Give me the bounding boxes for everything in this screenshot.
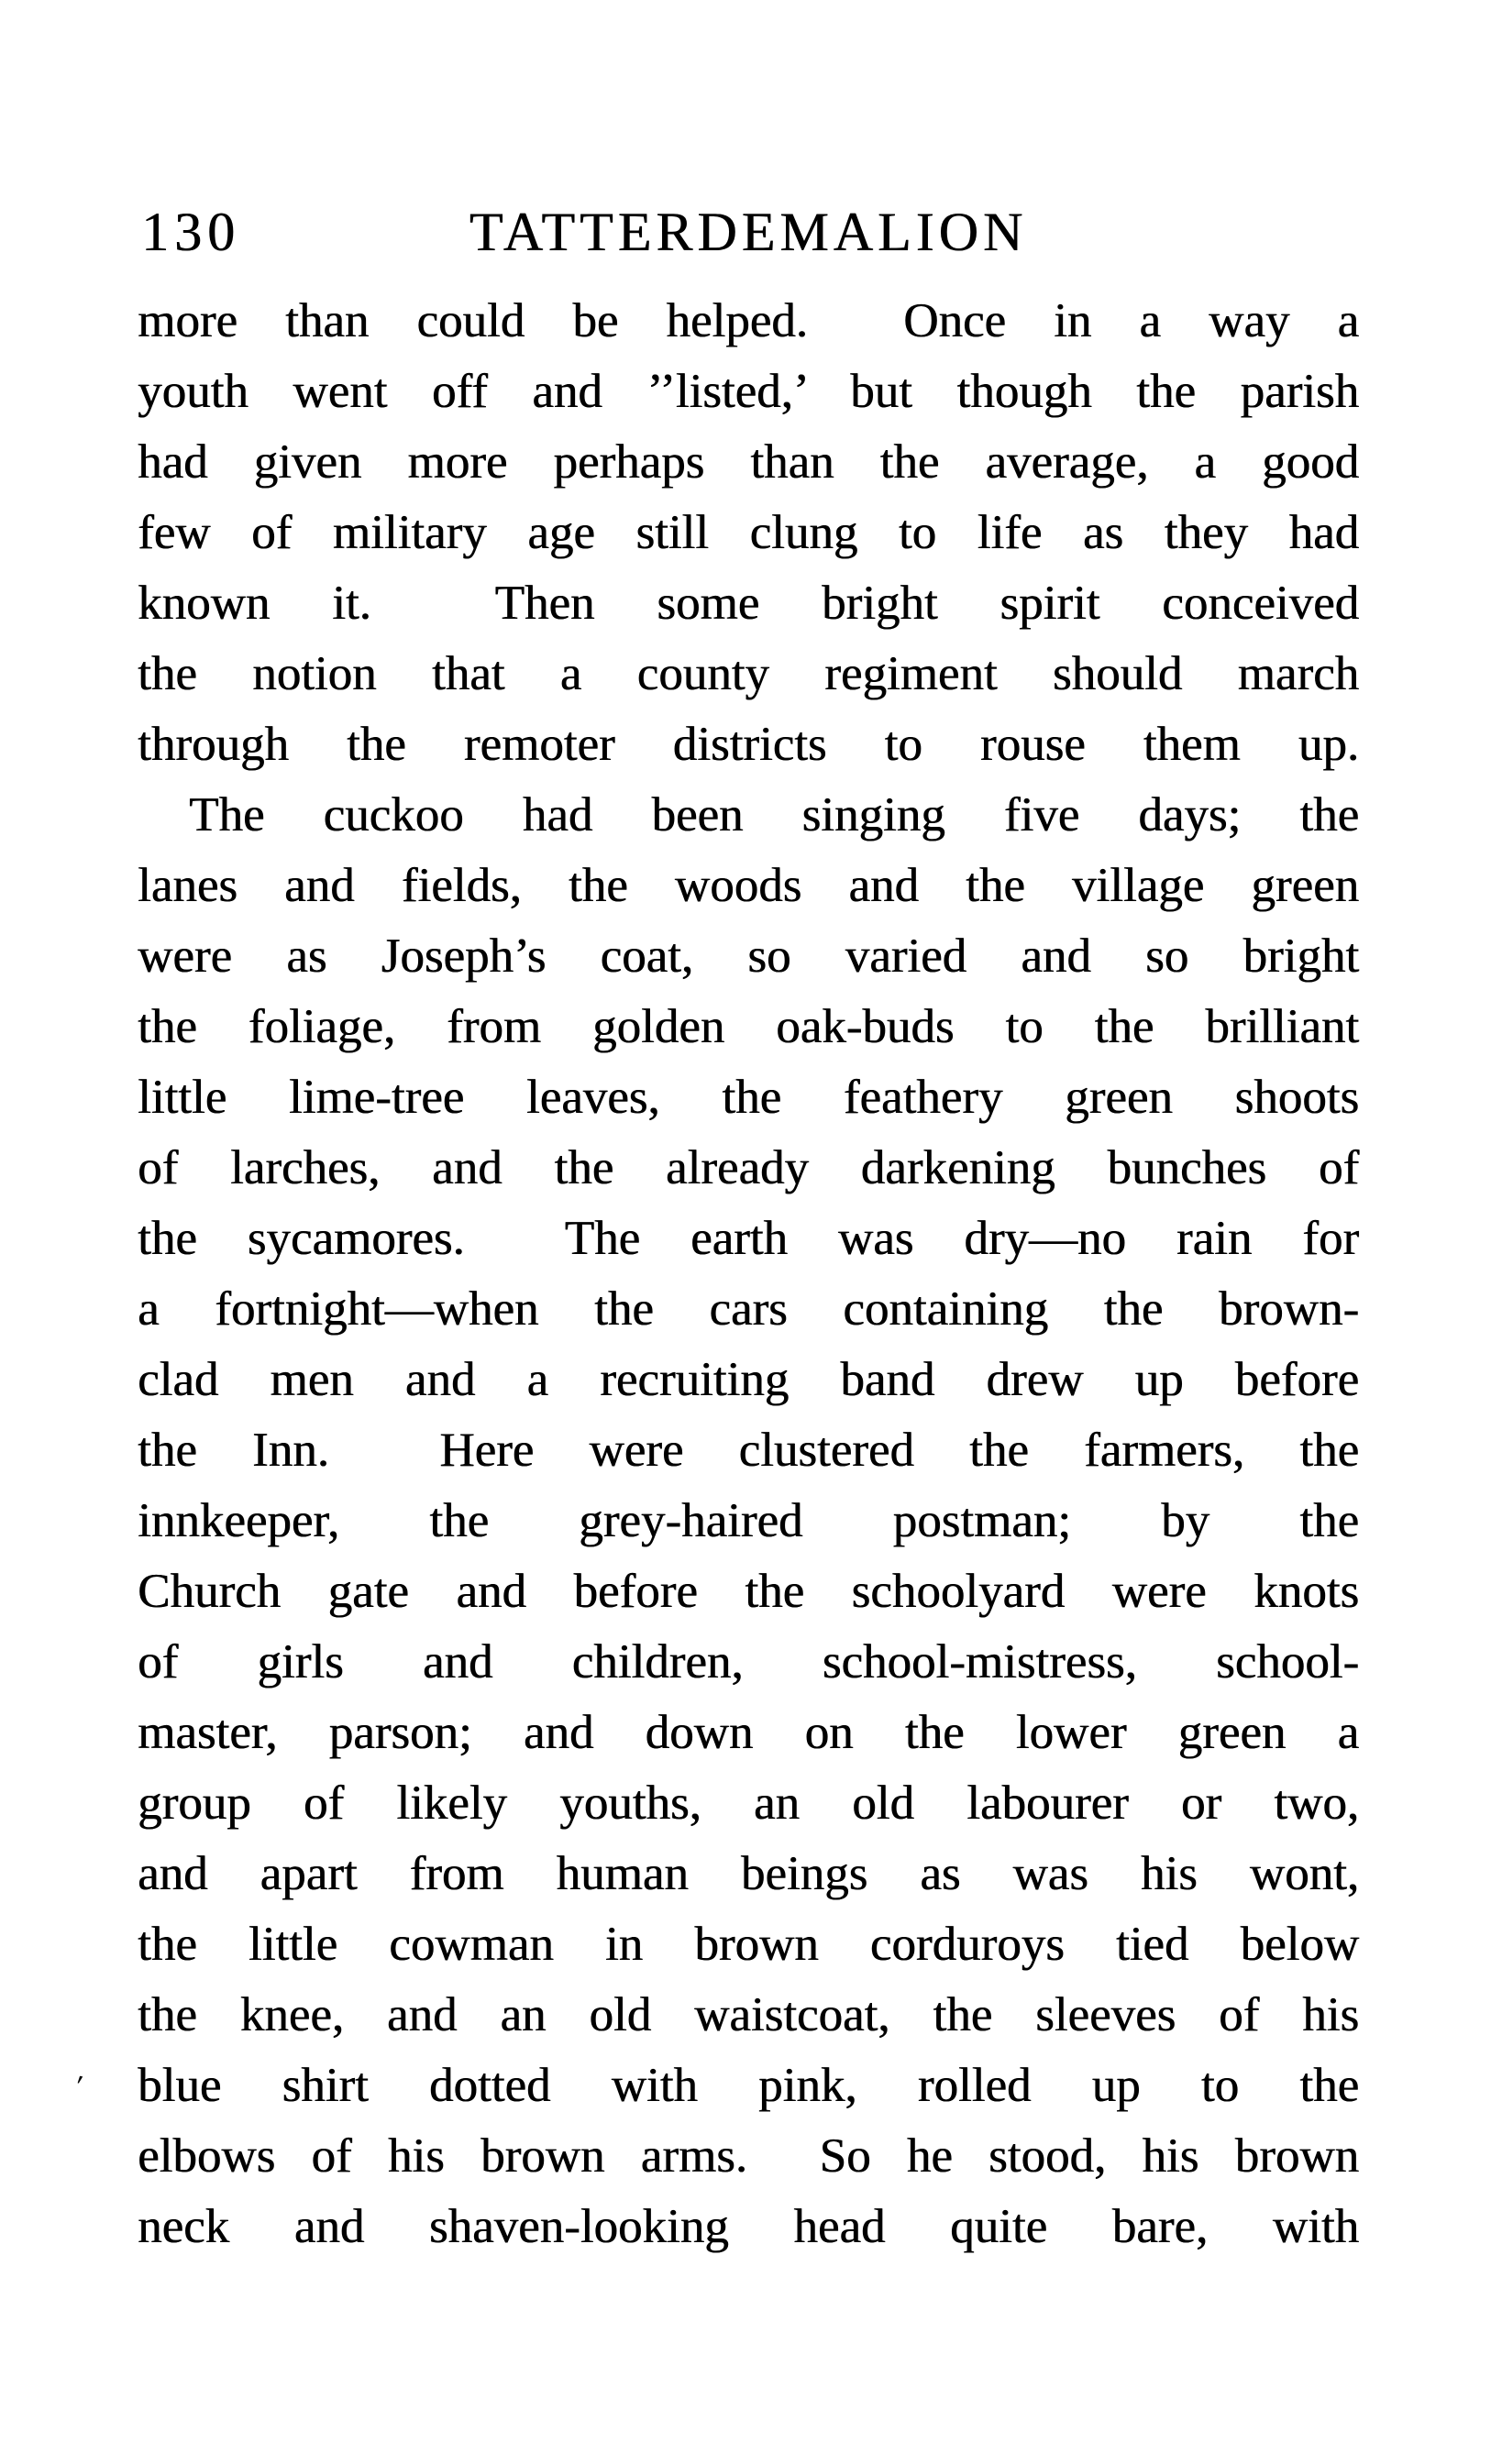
page-header: [138, 195, 1359, 269]
text-line: few of military age still clung to life as they had: [138, 506, 1359, 559]
text-line: clad men and a recruiting band drew up before: [138, 1353, 1359, 1406]
text-line: of girls and children, school-mistress, school-: [138, 1635, 1359, 1688]
text-line: master, parson; and down on the lower green a: [138, 1706, 1359, 1759]
text-line: were as Joseph’s coat, so varied and so bright: [138, 930, 1359, 983]
text-line: the knee, and an old waistcoat, the sleeves of his: [138, 1988, 1359, 2041]
running-title: TATTERDEMALION: [469, 202, 1028, 262]
text-line: the little cowman in brown corduroys tied below: [138, 1918, 1359, 1971]
text-line: the Inn. Here were clustered the farmers, the: [138, 1424, 1359, 1477]
stray-ink-mark: ′: [72, 2069, 86, 2105]
page-number: 130: [141, 202, 240, 262]
text-line: Church gate and before the schoolyard were knots: [138, 1565, 1359, 1618]
body-text: [138, 286, 1359, 2262]
text-line: group of likely youths, an old labourer or two,: [138, 1776, 1359, 1830]
text-line: The cuckoo had been singing five days; the: [189, 788, 1359, 842]
text-line: little lime-tree leaves, the feathery green shoots: [138, 1071, 1359, 1124]
text-line: innkeeper, the grey-haired postman; by the: [138, 1494, 1359, 1547]
text-line: of larches, and the already darkening bunches of: [138, 1141, 1359, 1194]
text-line: through the remoter districts to rouse them up.: [138, 718, 1359, 771]
text-line: the foliage, from golden oak-buds to the brilliant: [138, 1000, 1359, 1053]
text-line: elbows of his brown arms. So he stood, his brown: [138, 2129, 1359, 2183]
text-line: the notion that a county regiment should march: [138, 647, 1359, 700]
text-line: youth went off and ’’listed,’ but though the parish: [138, 365, 1359, 418]
text-line: the sycamores. The earth was dry—no rain for: [138, 1212, 1359, 1265]
text-line: had given more perhaps than the average, a good: [138, 435, 1359, 489]
text-line: blue shirt dotted with pink, rolled up to the: [138, 2059, 1359, 2112]
text-line: and apart from human beings as was his wont,: [138, 1847, 1359, 1900]
text-line: lanes and fields, the woods and the village green: [138, 859, 1359, 912]
text-line: a fortnight—when the cars containing the brown-: [138, 1282, 1359, 1336]
text-line: more than could be helped. Once in a way a: [138, 294, 1359, 347]
text-line: known it. Then some bright spirit conceived: [138, 577, 1359, 630]
text-line: neck and shaven-looking head quite bare, with: [138, 2200, 1359, 2253]
